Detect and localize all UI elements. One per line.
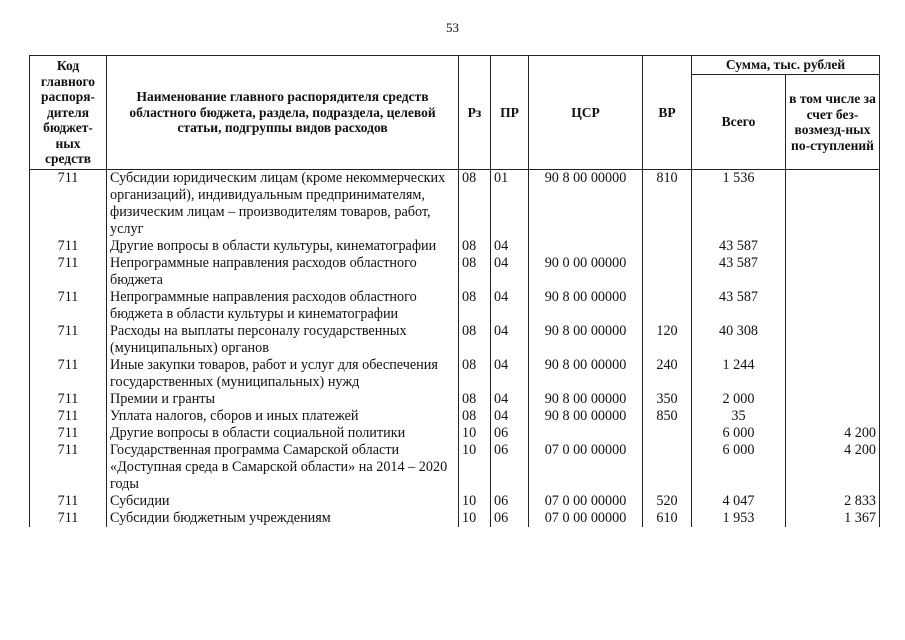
- cell-csr: 90 8 00 00000: [529, 170, 643, 239]
- cell-csr: 90 8 00 00000: [529, 289, 643, 323]
- cell-pr: 04: [491, 289, 529, 323]
- cell-rz: 10: [459, 510, 491, 527]
- cell-name: Другие вопросы в области социальной политики: [107, 425, 459, 442]
- cell-pr: 06: [491, 493, 529, 510]
- cell-vr: [643, 238, 692, 255]
- cell-code: 711: [30, 442, 107, 493]
- table-row: [30, 493, 880, 510]
- cell-name: Субсидии бюджетным учреждениям: [107, 510, 459, 527]
- cell-total: 43 587: [692, 255, 786, 289]
- table-row: [30, 357, 880, 391]
- cell-free: 4 200: [786, 425, 880, 442]
- cell-vr: 610: [643, 510, 692, 527]
- cell-code: 711: [30, 170, 107, 239]
- header-name: Наименование главного распорядителя средств областного бюджета, раздела, подраздела, целевой статьи, подгруппы видов расходов: [107, 56, 459, 170]
- cell-rz: 08: [459, 170, 491, 239]
- header-vr: ВР: [643, 56, 692, 170]
- cell-name: Государственная программа Самарской области «Доступная среда в Самарской области» на 2014 – 2020 годы: [107, 442, 459, 493]
- cell-total: 4 047: [692, 493, 786, 510]
- cell-free: 1 367: [786, 510, 880, 527]
- cell-vr: 810: [643, 170, 692, 239]
- cell-code: 711: [30, 425, 107, 442]
- cell-vr: 120: [643, 323, 692, 357]
- cell-rz: 10: [459, 442, 491, 493]
- cell-rz: 08: [459, 238, 491, 255]
- cell-pr: 04: [491, 238, 529, 255]
- cell-rz: 08: [459, 289, 491, 323]
- cell-csr: [529, 425, 643, 442]
- cell-pr: 04: [491, 323, 529, 357]
- cell-free: [786, 408, 880, 425]
- cell-vr: [643, 255, 692, 289]
- cell-csr: 07 0 00 00000: [529, 510, 643, 527]
- cell-total: 40 308: [692, 323, 786, 357]
- header-free: в том числе за счет без-возмезд-ных по-ступлений: [786, 75, 880, 170]
- cell-vr: [643, 442, 692, 493]
- cell-name: Премии и гранты: [107, 391, 459, 408]
- page-number: 53: [446, 20, 459, 35]
- cell-code: 711: [30, 408, 107, 425]
- cell-code: 711: [30, 238, 107, 255]
- cell-total: 1 536: [692, 170, 786, 239]
- table-row: [30, 391, 880, 408]
- cell-code: 711: [30, 357, 107, 391]
- cell-pr: 06: [491, 510, 529, 527]
- cell-vr: 850: [643, 408, 692, 425]
- cell-name: Непрограммные направления расходов областного бюджета в области культуры и кинематографии: [107, 289, 459, 323]
- cell-total: 2 000: [692, 391, 786, 408]
- cell-vr: 520: [643, 493, 692, 510]
- cell-pr: 06: [491, 442, 529, 493]
- table-row: [30, 289, 880, 323]
- cell-total: 6 000: [692, 442, 786, 493]
- cell-total: 43 587: [692, 238, 786, 255]
- cell-csr: 90 8 00 00000: [529, 408, 643, 425]
- cell-name: Иные закупки товаров, работ и услуг для обеспечения государственных (муниципальных) нужд: [107, 357, 459, 391]
- cell-total: 6 000: [692, 425, 786, 442]
- cell-vr: 350: [643, 391, 692, 408]
- cell-total: 1 953: [692, 510, 786, 527]
- header-pr: ПР: [491, 56, 529, 170]
- table-body: [30, 170, 880, 528]
- cell-csr: 90 8 00 00000: [529, 357, 643, 391]
- cell-name: Расходы на выплаты персоналу государственных (муниципальных) органов: [107, 323, 459, 357]
- cell-free: [786, 170, 880, 239]
- cell-total: 1 244: [692, 357, 786, 391]
- header-code: Код главного распоря-дителя бюджет-ных средств: [30, 56, 107, 170]
- table-row: [30, 170, 880, 239]
- cell-free: 4 200: [786, 442, 880, 493]
- cell-name: Непрограммные направления расходов областного бюджета: [107, 255, 459, 289]
- cell-pr: 04: [491, 391, 529, 408]
- cell-total: 43 587: [692, 289, 786, 323]
- cell-name: Другие вопросы в области культуры, кинематографии: [107, 238, 459, 255]
- cell-rz: 08: [459, 357, 491, 391]
- cell-rz: 08: [459, 391, 491, 408]
- cell-name: Субсидии юридическим лицам (кроме некоммерческих организаций), индивидуальным предпринимателям, физическим лицам – производителям товаров, работ, услуг: [107, 170, 459, 239]
- cell-vr: [643, 289, 692, 323]
- cell-csr: 90 0 00 00000: [529, 255, 643, 289]
- header-sum: Сумма, тыс. рублей: [692, 56, 880, 75]
- cell-free: [786, 323, 880, 357]
- cell-rz: 08: [459, 255, 491, 289]
- cell-pr: 06: [491, 425, 529, 442]
- cell-free: [786, 391, 880, 408]
- cell-total: 35: [692, 408, 786, 425]
- table-header: [30, 56, 880, 170]
- cell-csr: 90 8 00 00000: [529, 323, 643, 357]
- table-row: [30, 255, 880, 289]
- header-total: Всего: [692, 75, 786, 170]
- table-row: [30, 442, 880, 493]
- cell-free: [786, 238, 880, 255]
- cell-code: 711: [30, 493, 107, 510]
- table-row: [30, 510, 880, 527]
- cell-code: 711: [30, 289, 107, 323]
- cell-csr: [529, 238, 643, 255]
- budget-table: [29, 55, 880, 527]
- header-csr: ЦСР: [529, 56, 643, 170]
- cell-code: 711: [30, 255, 107, 289]
- table-row: [30, 238, 880, 255]
- table-row: [30, 323, 880, 357]
- cell-pr: 01: [491, 170, 529, 239]
- cell-csr: 07 0 00 00000: [529, 442, 643, 493]
- cell-vr: [643, 425, 692, 442]
- cell-free: 2 833: [786, 493, 880, 510]
- cell-rz: 10: [459, 425, 491, 442]
- cell-pr: 04: [491, 255, 529, 289]
- cell-csr: 07 0 00 00000: [529, 493, 643, 510]
- cell-pr: 04: [491, 408, 529, 425]
- cell-csr: 90 8 00 00000: [529, 391, 643, 408]
- table-row: [30, 425, 880, 442]
- cell-code: 711: [30, 323, 107, 357]
- cell-free: [786, 289, 880, 323]
- cell-rz: 08: [459, 408, 491, 425]
- header-rz: Рз: [459, 56, 491, 170]
- cell-rz: 08: [459, 323, 491, 357]
- cell-free: [786, 357, 880, 391]
- cell-vr: 240: [643, 357, 692, 391]
- cell-free: [786, 255, 880, 289]
- cell-rz: 10: [459, 493, 491, 510]
- cell-code: 711: [30, 391, 107, 408]
- cell-name: Уплата налогов, сборов и иных платежей: [107, 408, 459, 425]
- cell-code: 711: [30, 510, 107, 527]
- cell-name: Субсидии: [107, 493, 459, 510]
- cell-pr: 04: [491, 357, 529, 391]
- table-row: [30, 408, 880, 425]
